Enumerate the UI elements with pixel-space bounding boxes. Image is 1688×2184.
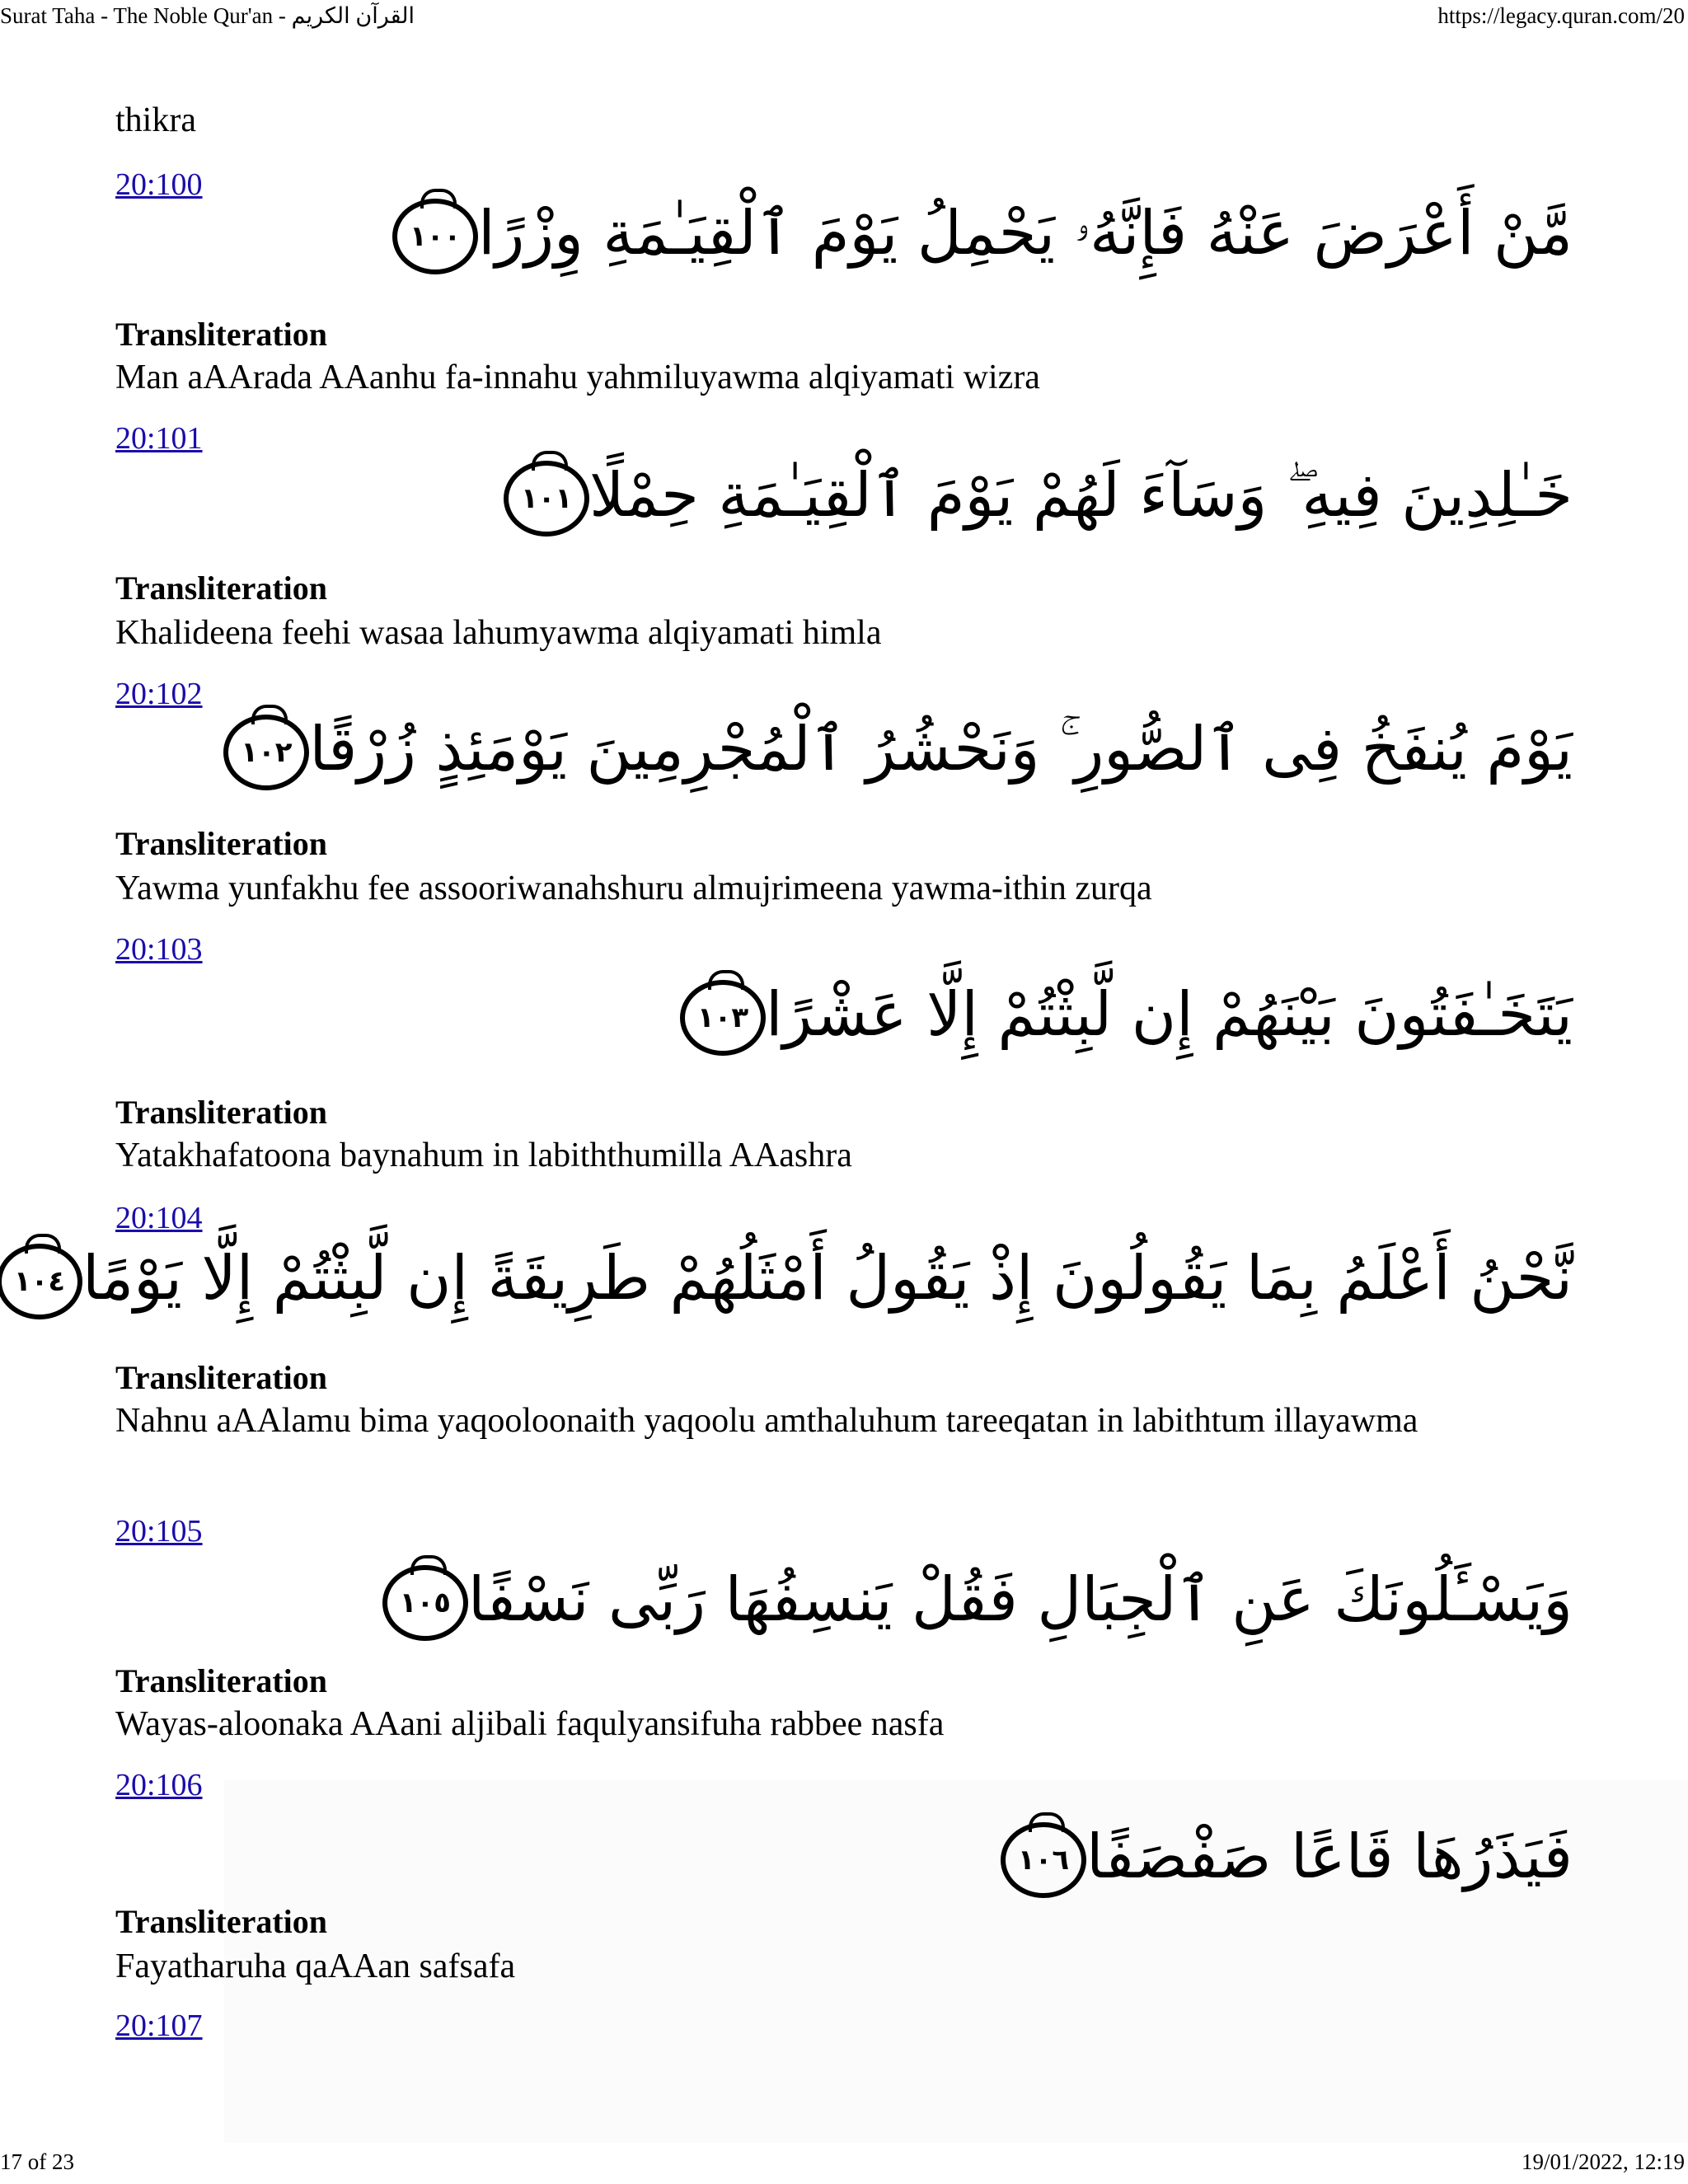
verse-link-20-102[interactable]: 20:102 bbox=[115, 677, 203, 711]
transliteration-label: Transliteration bbox=[115, 1359, 328, 1396]
ayah-number-icon: ١٠١ bbox=[504, 461, 589, 537]
transliteration-label: Transliteration bbox=[115, 1662, 328, 1699]
verse-transliteration-20-103: Yatakhafatoona baynahum in labiththumilla AAashra bbox=[115, 1137, 852, 1174]
transliteration-label: Transliteration bbox=[115, 1903, 328, 1940]
verse-arabic-20-100 bbox=[377, 198, 1573, 274]
verse-arabic-20-105 bbox=[368, 1564, 1573, 1641]
verse-link-20-100[interactable]: 20:100 bbox=[115, 167, 203, 202]
verse-arabic-text: يَوْمَ يُنفَخُ فِى ٱلصُّورِ ۚ وَنَحْشُرُ ٱلْمُجْرِمِينَ يَوْمَئِذٍ زُرْقًا bbox=[309, 714, 1573, 785]
page-footer-page-count: 17 of 23 bbox=[0, 2149, 74, 2174]
verse-arabic-20-102 bbox=[209, 714, 1573, 790]
verse-arabic-text: فَيَذَرُهَا قَاعًا صَفْصَفًا bbox=[1086, 1821, 1573, 1892]
verse-link-20-105[interactable]: 20:105 bbox=[115, 1514, 203, 1549]
ayah-number-icon: ١٠٥ bbox=[382, 1565, 468, 1641]
ayah-number-icon: ١٠٦ bbox=[1001, 1822, 1086, 1898]
ayah-number-icon: ١٠٠ bbox=[392, 199, 478, 274]
verse-link-20-106[interactable]: 20:106 bbox=[115, 1768, 203, 1802]
verse-arabic-20-103 bbox=[665, 979, 1573, 1056]
ayah-number-icon: ١٠٢ bbox=[223, 715, 309, 790]
verse-link-20-107[interactable]: 20:107 bbox=[115, 2008, 203, 2043]
transliteration-label: Transliteration bbox=[115, 569, 328, 607]
transliteration-label: Transliteration bbox=[115, 825, 328, 862]
verse-arabic-20-104 bbox=[0, 1243, 1573, 1319]
ayah-number-icon: ١٠٤ bbox=[0, 1244, 82, 1319]
page-header-title: Surat Taha - The Noble Qur'an - القرآن الكريم bbox=[0, 3, 415, 28]
verse-arabic-text: يَتَخَـٰفَتُونَ بَيْنَهُمْ إِن لَّبِثْتُمْ إِلَّا عَشْرًا bbox=[766, 979, 1573, 1050]
transliteration-label: Transliteration bbox=[115, 1094, 328, 1131]
verse-transliteration-20-102: Yawma yunfakhu fee assooriwanahshuru almujrimeena yawma-ithin zurqa bbox=[115, 869, 1152, 907]
verse-link-20-103[interactable]: 20:103 bbox=[115, 932, 203, 967]
verse-arabic-20-106 bbox=[986, 1821, 1573, 1898]
verse-transliteration-20-106: Fayatharuha qaAAan safsafa bbox=[115, 1947, 516, 1985]
ayah-number-icon: ١٠٣ bbox=[680, 980, 766, 1056]
verse-arabic-20-101 bbox=[489, 460, 1573, 537]
page-header-url: https://legacy.quran.com/20 bbox=[1437, 3, 1685, 28]
page-footer-datetime: 19/01/2022, 12:19 bbox=[1521, 2149, 1685, 2174]
verse-transliteration-20-105: Wayas-aloonaka AAani aljibali faqulyansifuha rabbee nasfa bbox=[115, 1705, 945, 1743]
verse-arabic-text: نَّحْنُ أَعْلَمُ بِمَا يَقُولُونَ إِذْ يَقُولُ أَمْثَلُهُمْ طَرِيقَةً إِن لَّبِثْتُمْ إِلَّا يَوْمًا bbox=[82, 1243, 1573, 1314]
verse-link-20-101[interactable]: 20:101 bbox=[115, 421, 203, 456]
verse-transliteration-20-101: Khalideena feehi wasaa lahumyawma alqiyamati himla bbox=[115, 614, 882, 652]
verse-arabic-text: خَـٰلِدِينَ فِيهِ ۖ وَسَآءَ لَهُمْ يَوْمَ ٱلْقِيَـٰمَةِ حِمْلًا bbox=[589, 460, 1573, 531]
verse-link-20-104[interactable]: 20:104 bbox=[115, 1201, 203, 1235]
continuation-text: thikra bbox=[115, 101, 196, 139]
verse-transliteration-20-100: Man aAArada AAanhu fa-innahu yahmiluyawma alqiyamati wizra bbox=[115, 359, 1040, 396]
verse-arabic-text: وَيَسْـَٔلُونَكَ عَنِ ٱلْجِبَالِ فَقُلْ يَنسِفُهَا رَبِّى نَسْفًا bbox=[467, 1564, 1573, 1635]
verse-arabic-text: مَّنْ أَعْرَضَ عَنْهُ فَإِنَّهُۥ يَحْمِلُ يَوْمَ ٱلْقِيَـٰمَةِ وِزْرًا bbox=[478, 198, 1573, 269]
verse-transliteration-20-104: Nahnu aAAlamu bima yaqooloonaith yaqoolu amthaluhum tareeqatan in labithtum illayawma bbox=[115, 1402, 1418, 1440]
transliteration-label: Transliteration bbox=[115, 316, 328, 353]
